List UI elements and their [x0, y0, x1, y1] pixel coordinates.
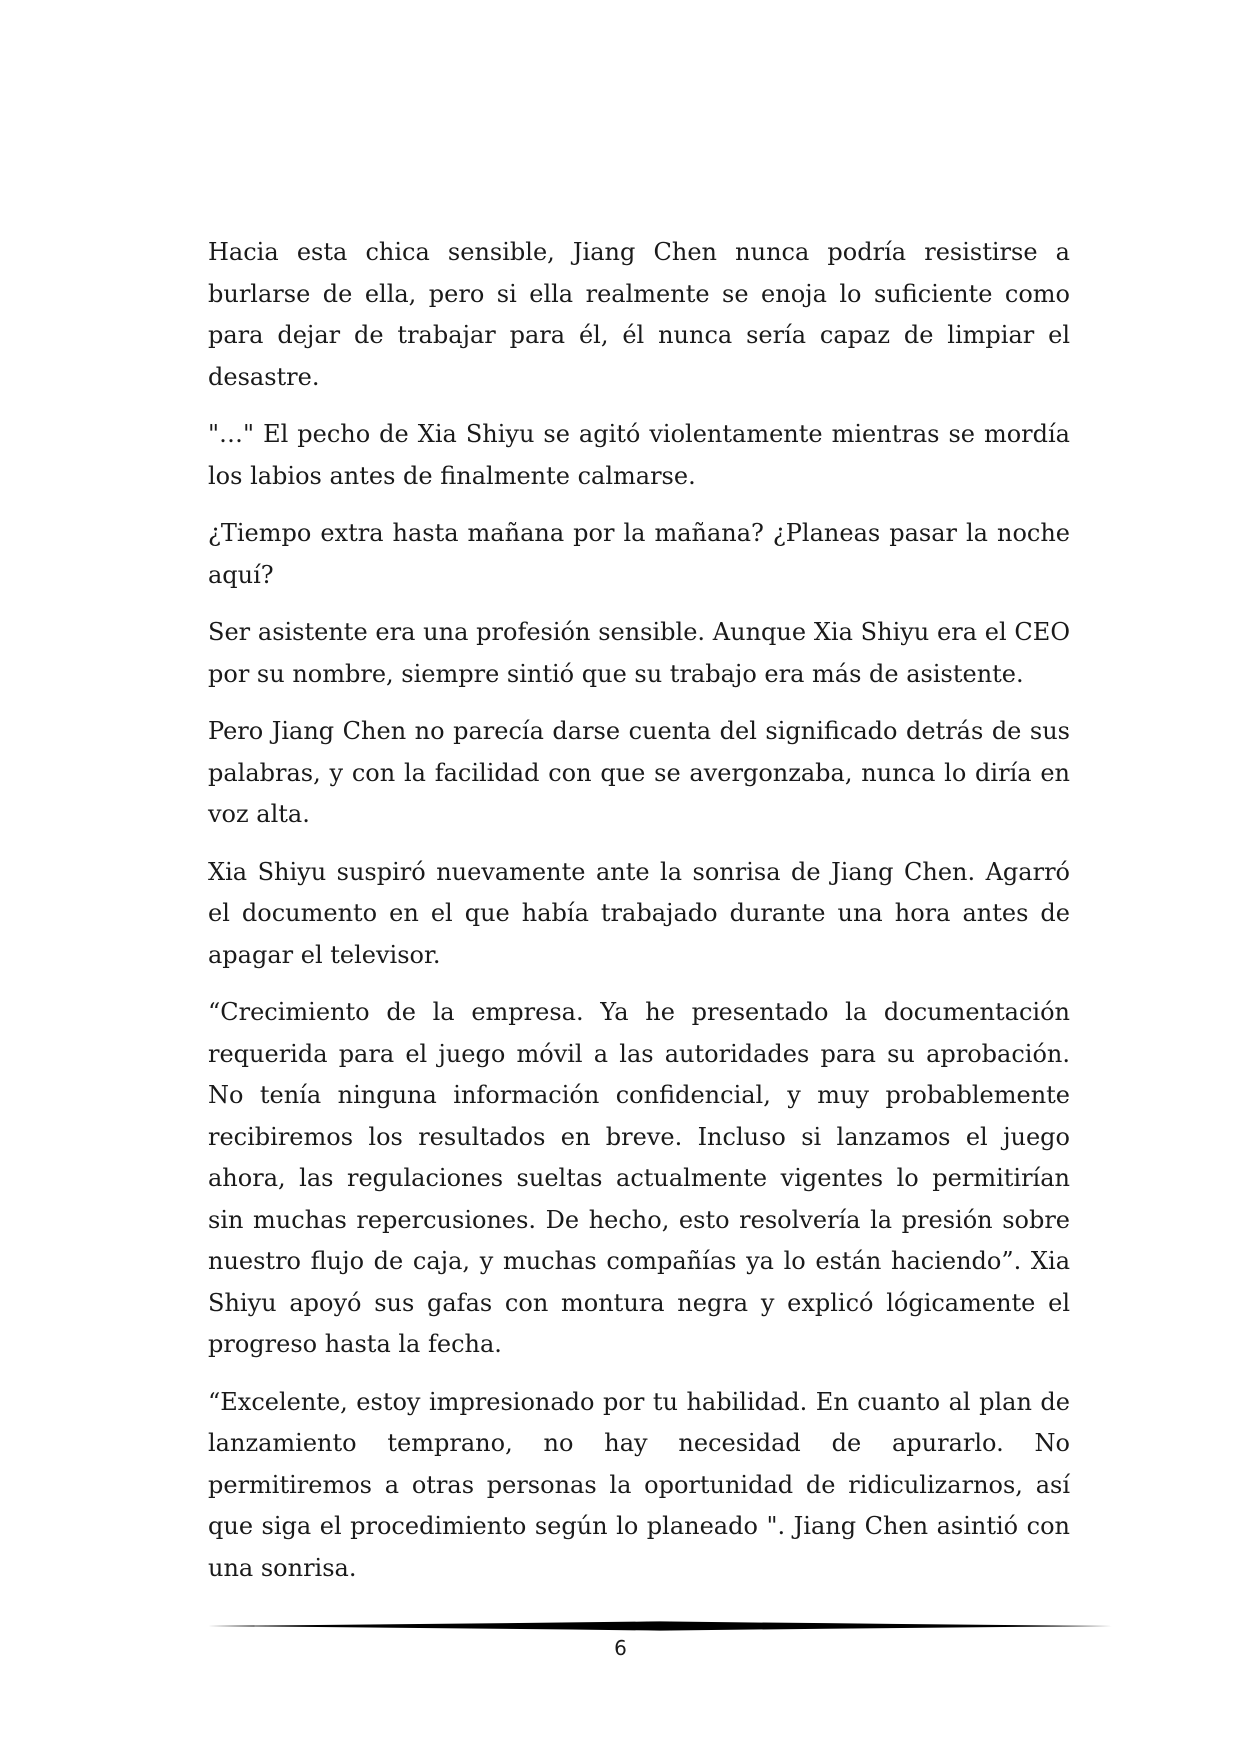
- body-text: [208, 232, 1070, 1605]
- page-number: 6: [614, 1636, 627, 1660]
- paragraph-5: Pero Jiang Chen no parecía darse cuenta del significado detrás de sus palabras, y con la facilidad con que se avergonzaba, nunca lo diría en voz alta.: [208, 717, 1070, 828]
- paragraph-8: “Excelente, estoy impresionado por tu habilidad. En cuanto al plan de lanzamiento temprano, no hay necesidad de apurarlo. No permitiremos a otras personas la oportunidad de ridiculizarnos, así que siga el procedimiento según lo planeado ". Jiang Chen asintió con una sonrisa.: [208, 1387, 1070, 1582]
- footer-divider-swash: [208, 1621, 1112, 1630]
- paragraph-3: ¿Tiempo extra hasta mañana por la mañana? ¿Planeas pasar la noche aquí?: [208, 519, 1070, 589]
- paragraph-2: "…" El pecho de Xia Shiyu se agitó violentamente mientras se mordía los labios antes de finalmente calmarse.: [208, 420, 1070, 490]
- paragraph-6: Xia Shiyu suspiró nuevamente ante la sonrisa de Jiang Chen. Agarró el documento en el que había trabajado durante una hora antes de apagar el televisor.: [208, 857, 1070, 969]
- paragraph-1: Hacia esta chica sensible, Jiang Chen nunca podría resistirse a burlarse de ella, pero si ella realmente se enoja lo suficiente como para dejar de trabajar para él, él nunca sería capaz de limpiar el desastre.: [208, 238, 1070, 391]
- footer-divider: [208, 1618, 1112, 1634]
- paragraph-4: Ser asistente era una profesión sensible. Aunque Xia Shiyu era el CEO por su nombre, siempre sintió que su trabajo era más de asistente.: [208, 618, 1070, 688]
- paragraph-7: “Crecimiento de la empresa. Ya he presentado la documentación requerida para el juego móvil a las autoridades para su aprobación. No tenía ninguna información confidencial, y muy probablemente recibiremos los resultados en breve. Incluso si lanzamos el juego ahora, las regulaciones sueltas actualmente vigentes lo permitirían sin muchas repercusiones. De hecho, esto resolvería la presión sobre nuestro flujo de caja, y muchas compañías ya lo están haciendo”. Xia Shiyu apoyó sus gafas con montura negra y explicó lógicamente el progreso hasta la fecha.: [208, 998, 1070, 1358]
